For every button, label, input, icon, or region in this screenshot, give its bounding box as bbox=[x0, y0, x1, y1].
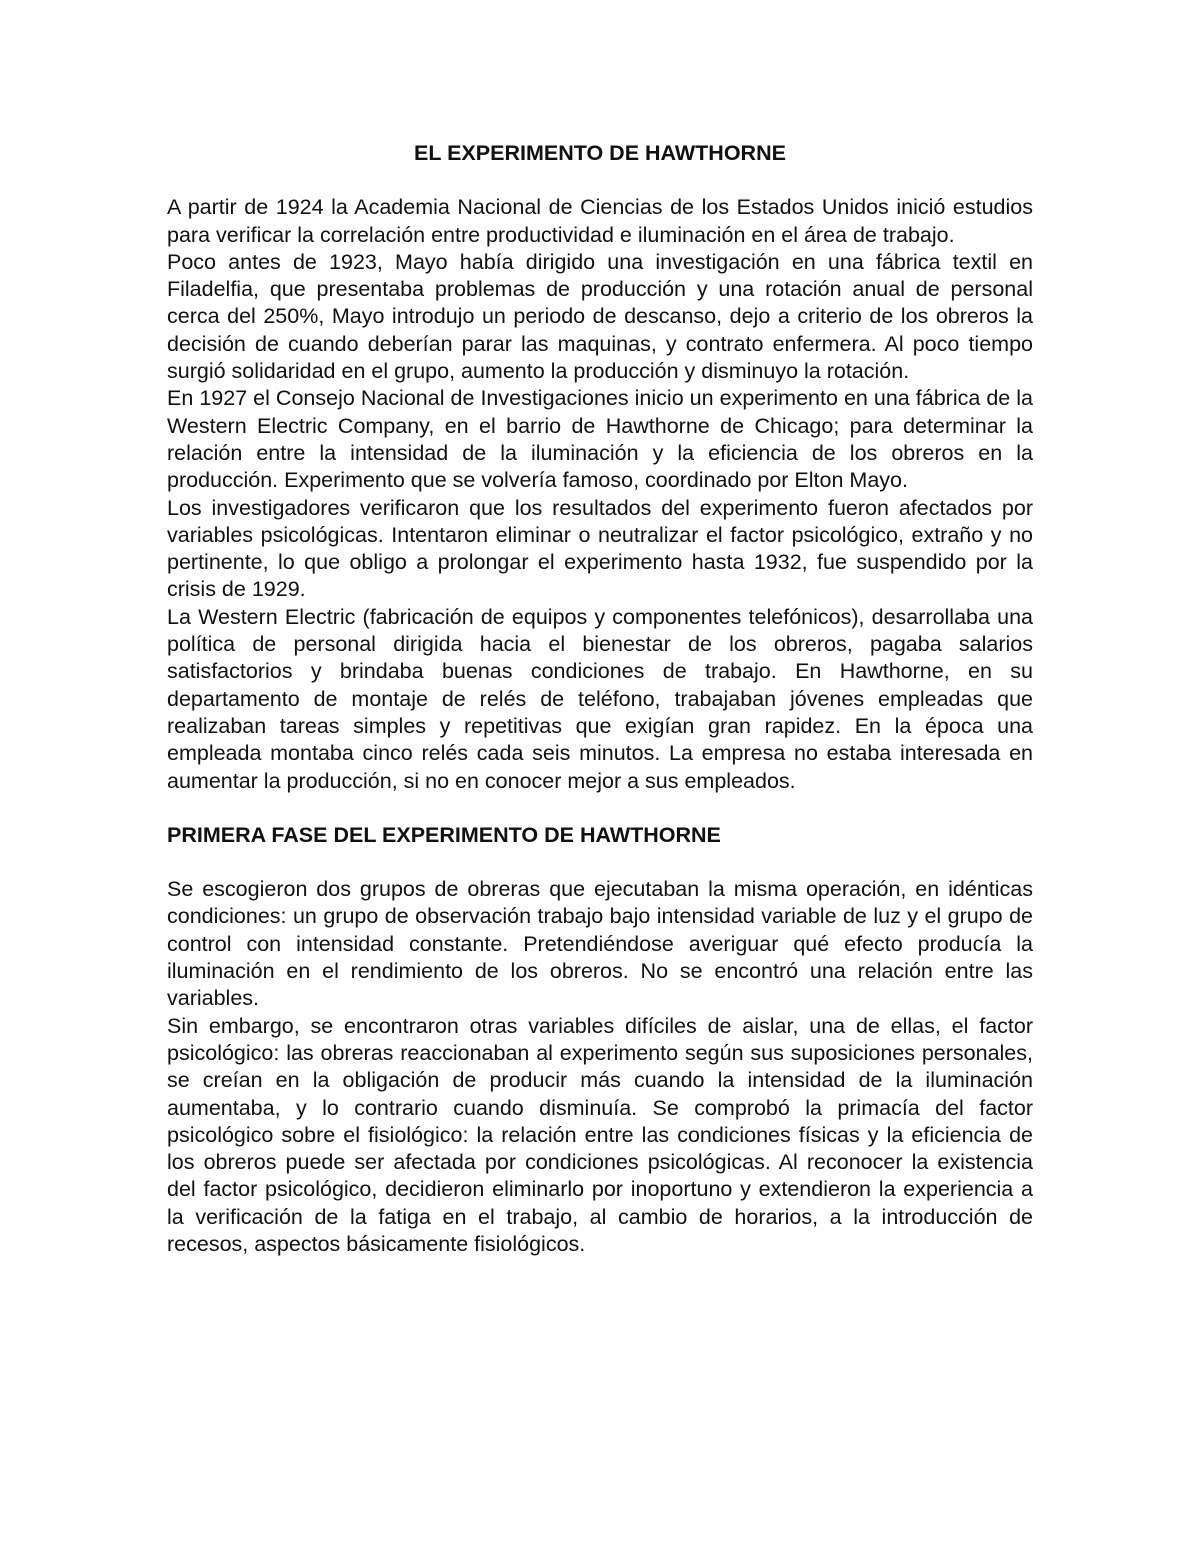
paragraph: Poco antes de 1923, Mayo había dirigido una investigación en una fábrica textil en Filadelfia, que presentaba problemas de producción y una rotación anual de personal cerca del 250%, Mayo introdujo un periodo de descanso, dejo a criterio de los obreros la decisión de cuando deberían parar las maquinas, y contrato enfermera. Al poco tiempo surgió solidaridad en el grupo, aumento la producción y disminuyo la rotación. bbox=[167, 249, 1033, 384]
paragraph: Se escogieron dos grupos de obreras que ejecutaban la misma operación, en idénticas condiciones: un grupo de observación trabajo bajo intensidad variable de luz y el grupo de control con intensidad constante. Pretendiéndose averiguar qué efecto producía la iluminación en el rendimiento de los obreros. No se encontró una relación entre las variables. bbox=[167, 877, 1033, 1011]
paragraph: Los investigadores verificaron que los resultados del experimento fueron afectados por variables psicológicas. Intentaron eliminar o neutralizar el factor psicológico, extraño y no pertinente, lo que obligo a prolongar el experimento hasta 1932, fue suspendido por la crisis de 1929. bbox=[167, 495, 1033, 602]
paragraph: Sin embargo, se encontraron otras variables difíciles de aislar, una de ellas, el factor psicológico: las obreras reaccionaban al experimento según sus suposiciones personales, se creían en la obligación de producir más cuando la intensidad de la iluminación aumentaba, y lo contrario cuando disminuía. Se comprobó la primacía del factor psicológico sobre el fisiológico: la relación entre las condiciones físicas y la eficiencia de los obreros puede ser afectada por condiciones psicológicas. Al reconocer la existencia del factor psicológico, decidieron eliminarlo por inoportuno y extendieron la experiencia a la verificación de la fatiga en el trabajo, al cambio de horarios, a la introducción de recesos, aspectos básicamente fisiológicos. bbox=[167, 1013, 1033, 1256]
section-title: PRIMERA FASE DEL EXPERIMENTO DE HAWTHORNE bbox=[167, 822, 721, 847]
paragraph: En 1927 el Consejo Nacional de Investigaciones inicio un experimento en una fábrica de la Western Electric Company, en el barrio de Hawthorne de Chicago; para determinar la relación entre la intensidad de la iluminación y la eficiencia de los obreros en la producción. Experimento que se volvería famoso, coordinado por Elton Mayo. bbox=[167, 386, 1033, 493]
document-page bbox=[167, 140, 1033, 1258]
paragraph: A partir de 1924 la Academia Nacional de Ciencias de los Estados Unidos inició estudios para verificar la correlación entre productividad e iluminación en el área de trabajo. bbox=[167, 195, 1033, 247]
paragraph: La Western Electric (fabricación de equipos y componentes telefónicos), desarrollaba una política de personal dirigida hacia el bienestar de los obreros, pagaba salarios satisfactorios y brindaba buenas condiciones de trabajo. En Hawthorne, en su departamento de montaje de relés de teléfono, trabajaban jóvenes empleadas que realizaban tareas simples y repetitivas que exigían gran rapidez. En la época una empleada montaba cinco relés cada seis minutos. La empresa no estaba interesada en aumentar la producción, si no en conocer mejor a sus empleados. bbox=[167, 604, 1033, 793]
document-title: EL EXPERIMENTO DE HAWTHORNE bbox=[414, 141, 786, 165]
